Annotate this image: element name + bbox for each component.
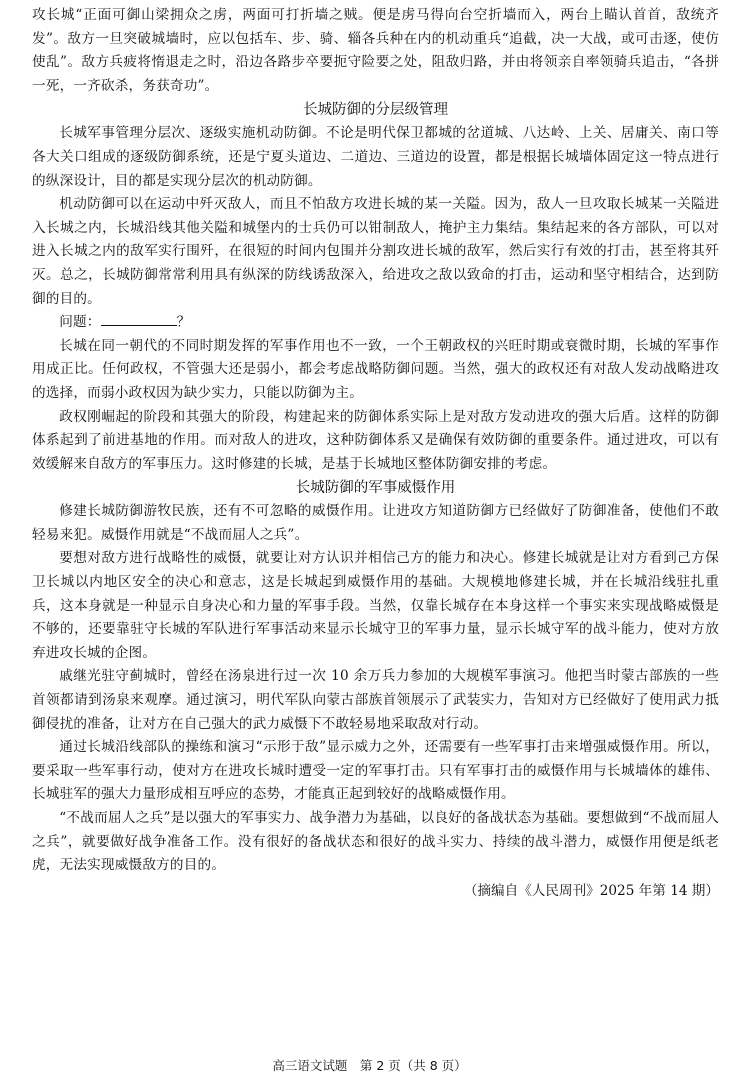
paragraph: 通过长城沿线部队的操练和演习“示形于敌”显示威力之外，还需要有一些军事打击来增强威慑作用。所以，要采取一些军事行动，使对方在进攻长城时遭受一定的军事打击。只有军事打击的威慑作用与长城墙体的雄伟、长城驻军的强大力量形成相互呼应的态势，才能真正起到较好的战略威慑作用。 — [32, 739, 719, 803]
paragraph: 长城军事管理分层次、逐级实施机动防御。不论是明代保卫都城的岔道城、八达岭、上关、居庸关、南口等各大关口组成的逐级防御系统，还是宁夏头道边、二道边、三道边的设置，都是根据长城墙体固定这一特点进行的纵深设计，目的都是实现分层次的机动防御。 — [32, 125, 719, 189]
paragraph: 要想对敌方进行战略性的威慑，就要让对方认识并相信己方的能力和决心。修建长城就是让对方看到己方保卫长城以内地区安全的决心和意志，这是长城起到威慑作用的基础。大规模地修建长城，并在长城沿线驻扎重兵，这本身就是一种显示自身决心和力量的军事手段。当然，仅靠长城存在本身这样一个事实来实现战略威慑是不够的，还要靠驻守长城的军队进行军事活动来显示长城守卫的军事力量，显示长城守军的战斗能力，使对方放弃进攻长城的企图。 — [32, 550, 719, 661]
paragraph: 政权刚崛起的阶段和其强大的阶段，构建起来的防御体系实际上是对敌方发动进攻的强大后盾。这样的防御体系起到了前进基地的作用。而对敌人的进攻，这种防御体系又是确保有效防御的重要条件。通过进攻，可以有效缓解来自敌方的军事压力。这时修建的长城，是基于长城地区整体防御安排的考虑。 — [32, 408, 719, 472]
page-footer: 高三语文试题 第 2 页（共 8 页） — [272, 1058, 467, 1073]
answer-blank[interactable] — [101, 311, 177, 326]
section-heading-layered-management: 长城防御的分层级管理 — [303, 102, 448, 119]
question-mark: ？ — [176, 314, 191, 331]
paragraph: 修建长城防御游牧民族，还有不可忽略的威慑作用。让进攻方知道防御方已经做好了防御准备，使他们不敢轻易来犯。威慑作用就是“不战而屈人之兵”。 — [32, 503, 719, 543]
source-citation: （摘编自《人民周刊》2025 年第 14 期） — [463, 882, 719, 899]
section-heading-deterrence: 长城防御的军事威慑作用 — [295, 480, 456, 497]
paragraph: 长城在同一朝代的不同时期发挥的军事作用也不一致，一个王朝政权的兴旺时期或衰微时期，长城的军事作用成正比。任何政权，不管强大还是弱小，都会考虑战略防御问题。当然，强大的政权还有对敌人发动战略进攻的选择，而弱小政权因为缺少实力，只能以防御为主。 — [32, 337, 719, 401]
question-label: 问题： — [59, 314, 101, 331]
question-line — [32, 311, 719, 335]
paragraph: “不战而屈人之兵”是以强大的军事实力、战争潜力为基础，以良好的备战状态为基础。要想做到“不战而屈人之兵”，就要做好战争准备工作。没有很好的备战状态和很好的战斗实力、持续的战斗潜力，威慑作用便是纸老虎，无法实现威慑敌方的目的。 — [32, 810, 719, 874]
paragraph-continued: 攻长城“正面可御山梁拥众之虏，两面可打折墙之贼。便是虏马得向台空折墙而入，两台上瞄认首首，敌统齐发”。敌方一旦突破城墙时，应以包括车、步、骑、辎各兵种在内的机动重兵“追截，决一大战，或可击逐，使仿使乱”。敌方兵疲将惰退走之时，沿边各路步卒要扼守险要之处，阻敌归路，并由将领亲自率领骑兵追击，“各拼一死，一齐砍杀，务获奇功”。 — [32, 7, 719, 94]
paragraph: 机动防御可以在运动中歼灭敌人，而且不怕敌方攻进长城的某一关隘。因为，敌人一旦攻取长城某一关隘进入长城之内，长城沿线其他关隘和城堡内的士兵仍可以钳制敌人，掩护主力集结。集结起来的各方部队，可以对进入长城之内的敌军实行围歼，在很短的时间内包围并分割攻进长城的敌军，然后实行有效的打击，甚至将其歼灭。总之，长城防御常常利用具有纵深的防线诱敌深入，给进攻之敌以致命的打击，运动和坚守相结合，达到防御的目的。 — [32, 196, 719, 307]
paragraph: 戚继光驻守蓟城时，曾经在汤泉进行过一次 10 余万兵力参加的大规模军事演习。他把当时蒙古部族的一些首领都请到汤泉来观摩。通过演习，明代军队向蒙古部族首领展示了武装实力，告知对方已经做好了使用武力抵御侵扰的准备，让对方在自己强大的武力威慑下不敢轻易地采取敌对行动。 — [32, 668, 719, 732]
